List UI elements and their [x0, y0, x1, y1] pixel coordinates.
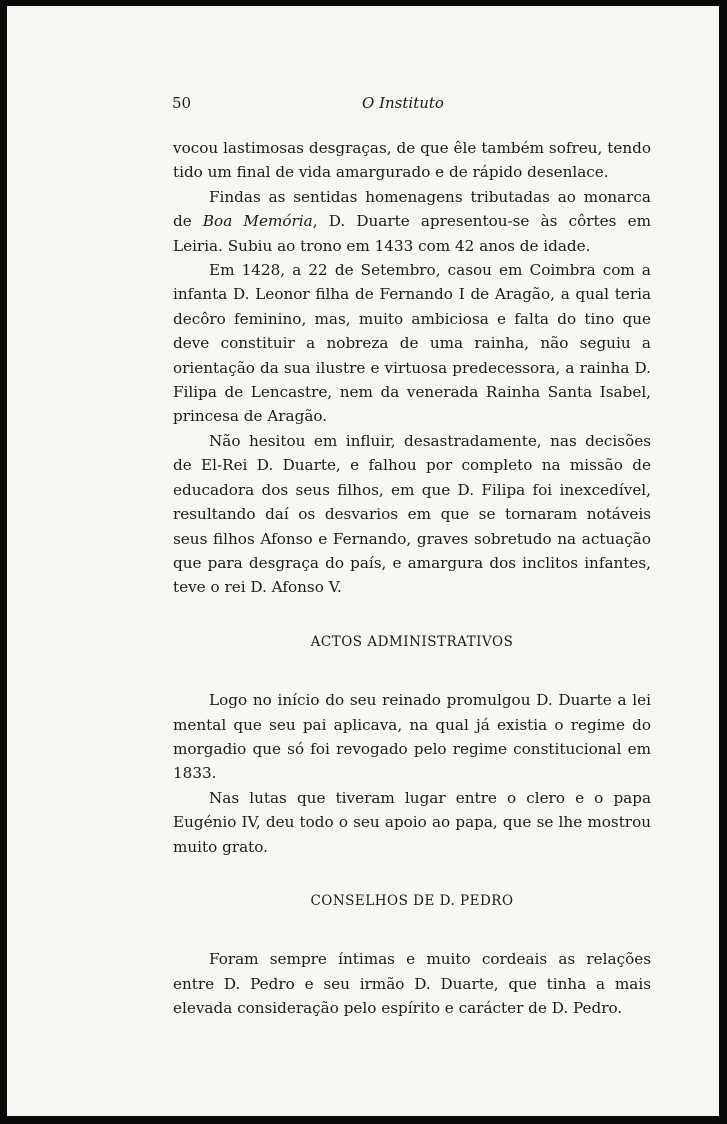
page-number: 50 — [172, 94, 192, 112]
paragraph-4: Não hesitou em influir, desastradamente, nas decisões de El-Rei D. Duarte, e falhou por completo na missão de educadora dos seus filhos, em que D. Filipa foi inexcedível, resultando daí os desvarios em que se tornaram notáveis seus filhos Afonso e Fernando, graves sobretudo na actuação que para desgraça do país, e amargura dos inclitos infantes, teve o rei D. Afonso V. — [173, 431, 651, 597]
paragraph-2-tail: , D. Duarte apresentou-se às côrtes em Leiria. Subiu ao trono em 1433 com 42 anos de idade. — [173, 212, 651, 255]
section-heading-actos: ACTOS ADMINISTRATIVOS — [310, 633, 514, 650]
paragraph-2-lead: Findas as sentidas homenagens tributadas ao monarca de — [173, 187, 651, 231]
section-heading-conselhos: CONSELHOS DE D. PEDRO — [310, 892, 514, 909]
running-title: O Instituto — [362, 94, 444, 112]
paragraph-7: Foram sempre íntimas e muito cordeais as relações entre D. Pedro e seu irmão D. Duarte, que tinha a mais elevada consideração pelo espírito e carácter de D. Pedro. — [173, 950, 651, 1018]
paragraph-2-italic: Boa Memória — [202, 212, 313, 231]
paragraph-3: Em 1428, a 22 de Setembro, casou em Coimbra com a infanta D. Leonor filha de Fernando I de Aragão, a qual teria decôro feminino, mas, muito ambiciosa e falta do tino que deve constituir a nobreza de uma rainha, não seguiu a orientação da sua ilustre e virtuosa predecessora, a rainha D. Filipa de Lencastre, nem da venerada Rainha Santa Isabel, princesa de Aragão. — [173, 261, 651, 426]
book-page — [7, 6, 719, 1116]
paragraph-2 — [173, 185, 651, 258]
paragraph-1: vocou lastimosas desgraças, de que êle também sofreu, tendo tido um final de vida amargurado e de rápido desenlace. — [173, 139, 651, 182]
paragraph-6: Nas lutas que tiveram lugar entre o clero e o papa Eugénio IV, deu todo o seu apoio ao papa, que se lhe mostrou muito grato. — [173, 788, 651, 856]
paragraph-5: Logo no início do seu reinado promulgou D. Duarte a lei mental que seu pai aplicava, na qual já existia o regime do morgadio que só foi revogado pelo regime constitucional em 1833. — [173, 691, 651, 783]
body-text — [173, 136, 651, 1021]
